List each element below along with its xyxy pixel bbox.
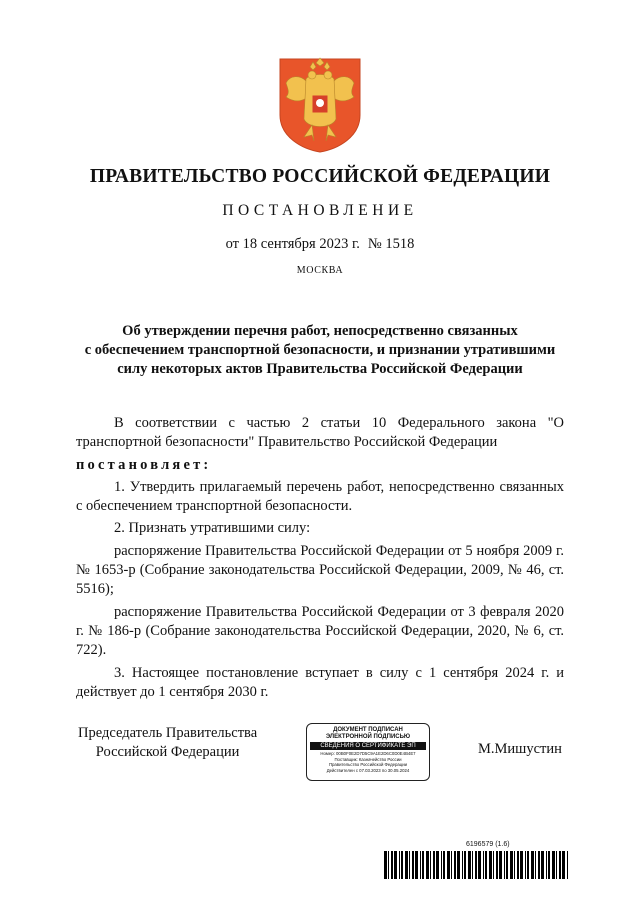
stamp-heading (307, 727, 429, 741)
city: МОСКВА (296, 265, 344, 276)
position-line: Российской Федерации (95, 744, 240, 760)
item-1-paragraph: 1. Утвердить прилагаемый перечень работ, непосредственно связанных с обеспечением транспортной безопасности. (76, 478, 564, 515)
russian-coat-of-arms-icon (278, 57, 362, 153)
signatory-name: М.Мишустин (478, 741, 562, 757)
item-2-paragraph: 2. Признать утратившими силу: (114, 520, 311, 537)
stamp-owner: Правительство Российской Федерации (328, 762, 408, 768)
barcode-icon (384, 851, 570, 879)
stamp-line: ЭЛЕКТРОННОЙ ПОДПИСЬЮ (325, 734, 411, 740)
stamp-validity: Действителен с 07.03.2023 по 30.05.2024 (326, 767, 410, 773)
repealed-order-1: распоряжение Правительства Российской Федерации от 5 ноября 2009 г. № 1653-р (Собрание законодательства Российской Федерации, 2009, № 46, ст. 5516); (76, 542, 564, 598)
government-title: ПРАВИТЕЛЬСТВО РОССИЙСКОЙ ФЕДЕРАЦИИ (89, 166, 551, 187)
title-line: с обеспечением транспортной безопасности, и признании утратившими (84, 342, 556, 358)
decree-date: от 18 сентября 2023 г. (225, 236, 360, 252)
decree-body (76, 414, 564, 705)
stamp-line: ДОКУМЕНТ ПОДПИСАН (333, 727, 403, 733)
title-line: силу некоторых актов Правительства Российской Федерации (117, 361, 523, 377)
position-line: Председатель Правительства (78, 725, 258, 741)
stamp-supplier: Поставщик: Казначейство России (334, 756, 402, 762)
preamble-paragraph: В соответствии с частью 2 статьи 10 Федерального закона "О транспортной безопасности" Правительство Российской Федерации (76, 415, 564, 451)
electronic-signature-stamp (306, 723, 430, 781)
title-line: Об утверждении перечня работ, непосредственно связанных (122, 323, 518, 339)
stamp-certificate-bar: СВЕДЕНИЯ О СЕРТИФИКАТЕ ЭП (310, 742, 426, 750)
repealed-order-2: распоряжение Правительства Российской Федерации от 3 февраля 2020 г. № 186-р (Собрание законодательства Российской Федерации, 2020, № 6, ст. 722). (76, 603, 564, 659)
resolves-line (76, 456, 564, 475)
stamp-serial: Номер: 00B0F0E2D7D5C9A1E2D6C0D0E4B4E7 (320, 751, 416, 756)
decree-title (0, 322, 640, 379)
resolves-word: постановляет: (76, 456, 212, 473)
decree-number: № 1518 (367, 236, 415, 252)
item-3-paragraph: 3. Настоящее постановление вступает в силу с 1 сентября 2024 г. и действует до 1 сентября 2030 г. (76, 664, 564, 700)
decree-date-line (0, 236, 640, 253)
signatory-position (78, 724, 257, 762)
document-type: ПОСТАНОВЛЕНИЕ (222, 202, 418, 219)
barcode-number: 6196579 (1.6) (466, 841, 510, 848)
